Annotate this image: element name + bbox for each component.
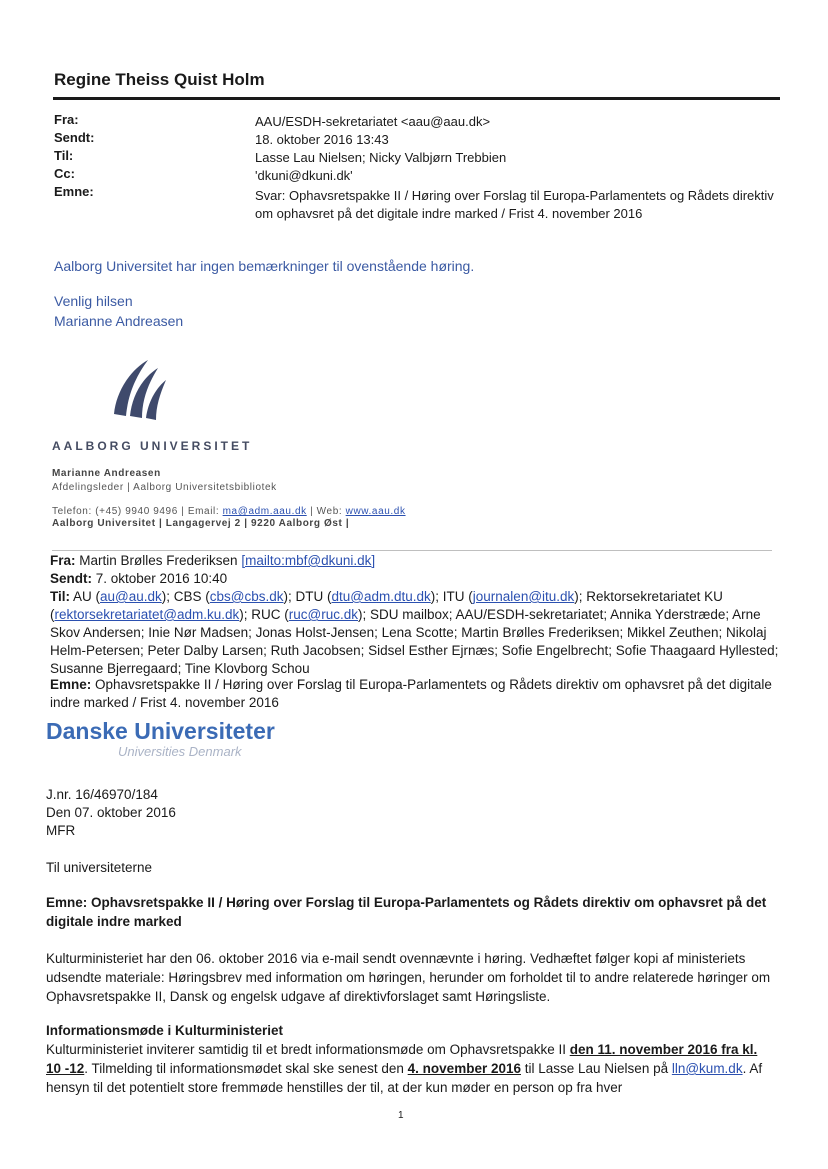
signature-phone: Telefon: (+45) 9940 9496 | Email: [52,506,220,517]
letter-paragraph-2 [46,1040,776,1097]
itu-mail-link[interactable]: journalen@itu.dk [472,589,575,604]
fwd-sent-label: Sendt: [50,571,92,586]
fwd-sent-value: 7. oktober 2016 10:40 [95,571,228,586]
fwd-from-line [50,552,780,570]
fwd-to-text: ); DTU ( [283,589,332,604]
section-title: Informationsmøde i Kulturministeriet [46,1023,284,1038]
reply-statement: Aalborg Universitet har ingen bemærkninger til ovenstående høring. [54,258,475,274]
page-number: 1 [398,1110,404,1121]
fwd-subject-value: Ophavsretspakke II / Høring over Forslag til Europa-Parlamentets og Rådets direktiv om ophavsret på det digitale indre marked / Frist 4. november 2016 [50,677,772,710]
meeting-date: den 11. november 2016 fra kl. 10 -12 [46,1042,758,1076]
org-logo-subtitle: Universities Denmark [118,744,242,759]
letter-date: Den 07. oktober 2016 [46,805,176,820]
cc-label: Cc: [54,166,75,181]
para2-text: til Lasse Lau Nielsen på [521,1061,672,1076]
subject-value: Svar: Ophavsretspakke II / Høring over Forslag til Europa-Parlamentets og Rådets direktiv om ophavsret på det digitale indre marked / Frist 4. november 2016 [255,188,774,221]
fwd-sent-line [50,570,780,588]
reply-greeting: Venlig hilsen [54,293,133,309]
para2-text: . Tilmelding til informationsmødet skal ske senest den [84,1061,408,1076]
fwd-from-link[interactable]: [mailto:mbf@dkuni.dk] [241,553,376,568]
fwd-to-block [50,588,780,678]
fwd-to-text: ); SDU mailbox; AAU/ESDH-sekretariatet; Annika Yderstræde; Arne Skov Andersen; Inie Nør Madsen; Jonas Holst-Jensen; Lena Scotte; Martin Brølles Frederiksen; Mikkel Zeuthen; Nikolaj Helm-Petersen; Peter Dalby Larsen; Ruth Jacobsen; Sidsel Esther Ejrnæs; Sofie Engelbrecht; Sofie Thaagaard Hyllested; Susanne Bjerregaard; Tine Klovborg Schou [50,607,779,676]
reply-name: Marianne Andreasen [54,313,184,329]
letter-salutation: Til universiteterne [46,860,153,875]
fwd-to-text: ); Rektorsekretariatet KU ( [50,589,723,622]
subject-label: Emne: [54,184,94,199]
aau-wordmark: AALBORG UNIVERSITET [52,439,253,453]
from-label: Fra: [54,112,79,127]
fwd-to-text: AU ( [73,589,101,604]
letter-paragraph-1: Kulturministeriet har den 06. oktober 2016 via e-mail sendt ovennævnte i høring. Vedhæftet følger kopi af ministeriets udsendte materiale: Høringsbrev med information om høringen, herunder om forholdet til to andre relaterede høringer om Ophavsretspakke II, Dansk og engelsk udgave af direktivforslaget samt Høringsliste. [46,951,771,1004]
forward-divider [52,550,772,551]
cc-value: 'dkuni@dkuni.dk' [255,168,353,183]
ruc-mail-link[interactable]: ruc@ruc.dk [288,607,359,622]
dtu-mail-link[interactable]: dtu@adm.dtu.dk [331,589,431,604]
from-value: AAU/ESDH-sekretariatet <aau@aau.dk> [255,114,491,129]
rek-mail-link[interactable]: rektorsekretariatet@adm.ku.dk [54,607,240,622]
journal-number: J.nr. 16/46970/184 [46,787,158,802]
sent-value: 18. oktober 2016 13:43 [255,132,389,147]
sender-name: Regine Theiss Quist Holm [54,70,265,89]
fwd-to-label: Til: [50,589,70,604]
sent-label: Sendt: [54,130,95,145]
signature-web-link[interactable]: www.aau.dk [345,506,406,517]
signature-email-link[interactable]: ma@adm.aau.dk [222,506,307,517]
aau-logo-icon [108,358,168,422]
signature-title: Afdelingsleder | Aalborg Universitetsbibliotek [52,482,277,493]
org-logo-title: Danske Universiteter [46,718,275,744]
fwd-from-name: Martin Brølles Frederiksen [79,553,238,568]
letter-subject: Emne: Ophavsretspakke II / Høring over Forslag til Europa-Parlamentets og Rådets direktiv om ophavsret på det digitale indre marked [46,895,767,929]
fwd-subject-line [50,676,780,712]
fwd-subject-label: Emne: [50,677,92,692]
header-rule [53,97,780,100]
signature-contact [52,506,406,517]
cbs-mail-link[interactable]: cbs@cbs.dk [209,589,284,604]
fwd-to-text: ); ITU ( [430,589,473,604]
registration-deadline: 4. november 2016 [407,1061,521,1076]
fwd-to-text: ); CBS ( [161,589,210,604]
to-label: Til: [54,148,74,163]
para2-text: Kulturministeriet inviterer samtidig til et bredt informationsmøde om Ophavsretspakke II [46,1042,570,1057]
para2-text: . Af hensyn til det potentielt store fremmøde henstilles der til, at der kun møder en person op fra hver [46,1061,763,1095]
signature-web-label: | Web: [310,506,343,517]
letter-initials: MFR [46,823,76,838]
lln-mail-link[interactable]: lln@kum.dk [671,1061,743,1076]
fwd-from-label: Fra: [50,553,76,568]
fwd-to-text: ); RUC ( [239,607,289,622]
au-mail-link[interactable]: au@au.dk [100,589,162,604]
to-value: Lasse Lau Nielsen; Nicky Valbjørn Trebbien [255,150,507,165]
signature-name: Marianne Andreasen [52,468,161,479]
signature-address: Aalborg Universitet | Langagervej 2 | 9220 Aalborg Øst | [52,518,350,529]
